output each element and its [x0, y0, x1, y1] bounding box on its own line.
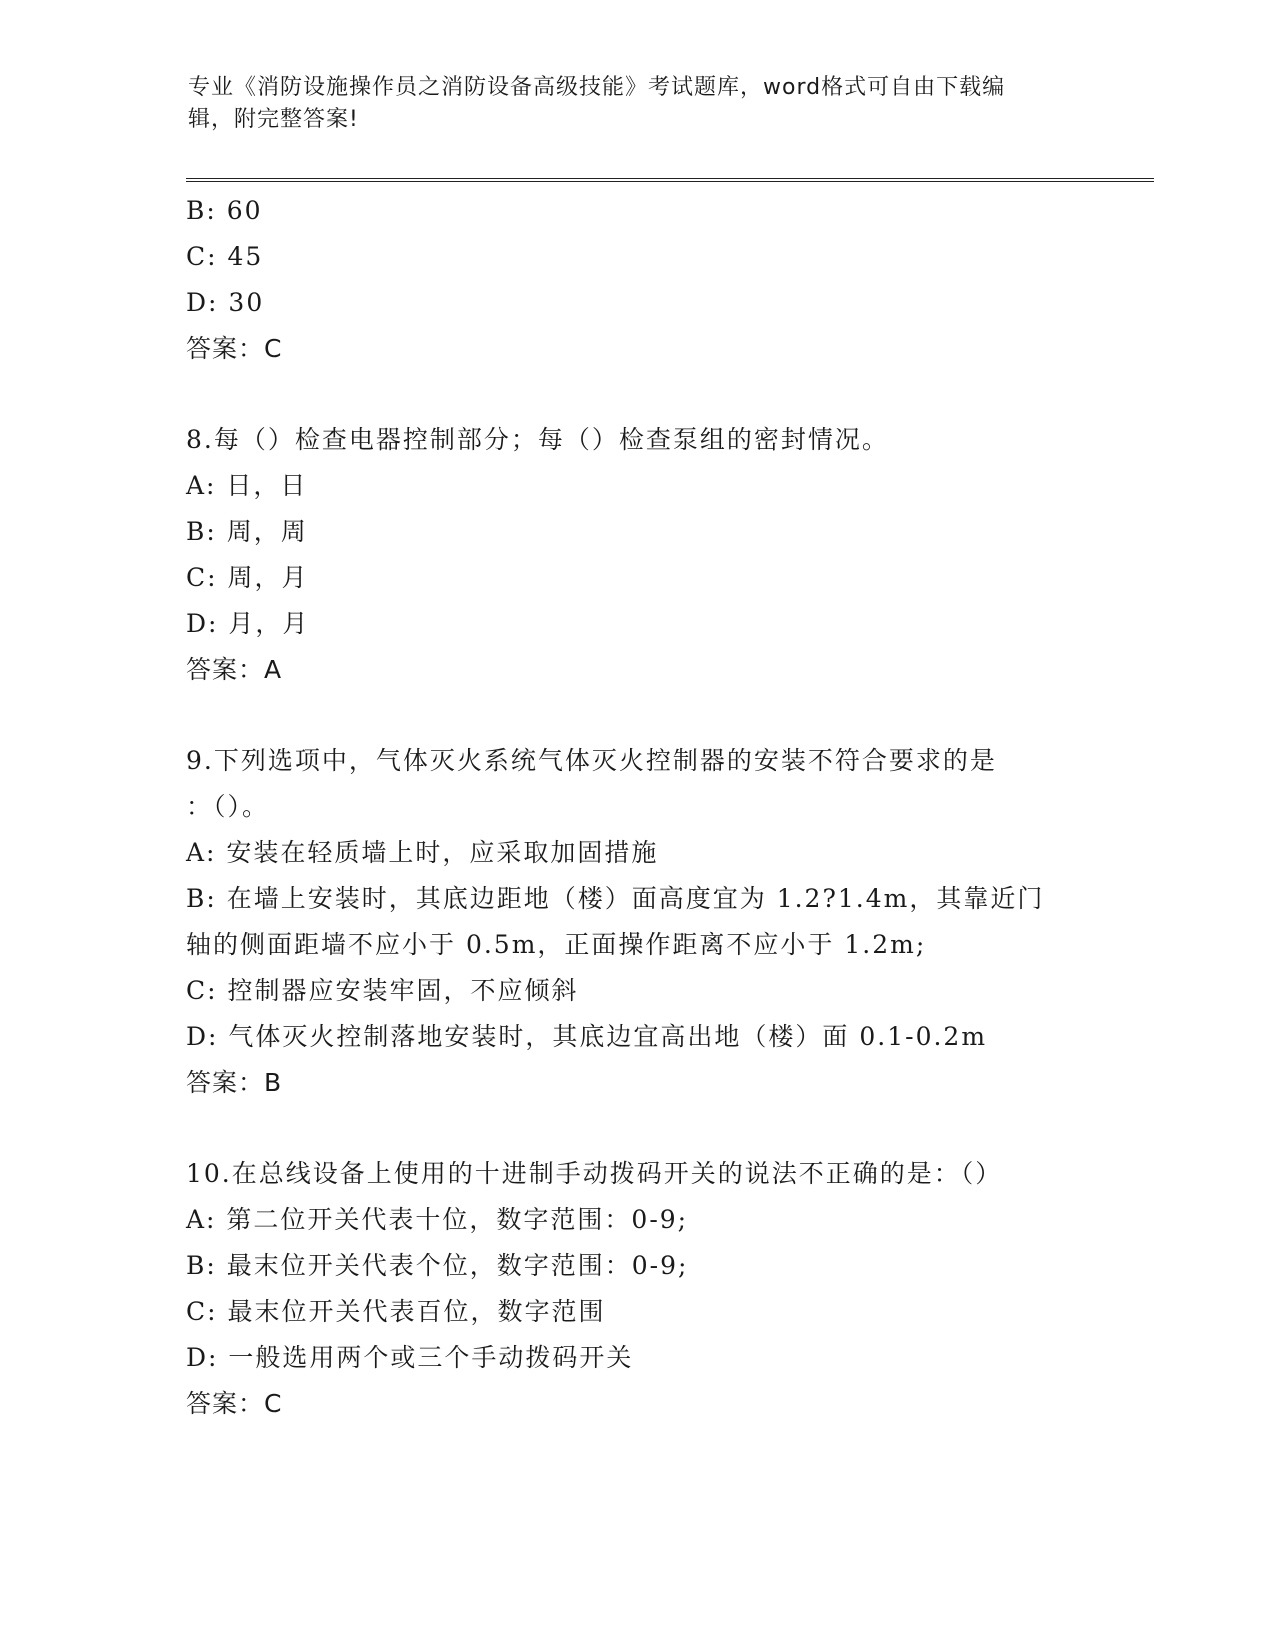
option-a: A: 安装在轻质墙上时，应采取加固措施 — [186, 838, 659, 867]
spacer — [186, 693, 1086, 738]
previous-question-tail — [186, 188, 1086, 372]
header-line-1: 专业《消防设施操作员之消防设备高级技能》考试题库，word格式可自由下载编 — [188, 75, 1006, 100]
option-c: C: 周，月 — [186, 563, 309, 592]
document-header — [188, 72, 1088, 136]
option-c: C: 45 — [186, 242, 264, 271]
option-c: C: 最末位开关代表百位，数字范围 — [186, 1297, 606, 1326]
option-b-continued: 轴的侧面距墙不应小于 0.5m，正面操作距离不应小于 1.2m; — [186, 930, 927, 959]
spacer — [186, 1106, 1086, 1151]
option-d: D: 一般选用两个或三个手动拨码开关 — [186, 1343, 634, 1372]
question-8 — [186, 417, 1086, 693]
question-10 — [186, 1151, 1086, 1427]
option-b: B: 60 — [186, 196, 263, 225]
answer-line: 答案：C — [186, 1389, 283, 1418]
option-d: D: 月，月 — [186, 609, 310, 638]
question-stem-continued: ：（）。 — [186, 792, 270, 821]
option-d: D: 30 — [186, 288, 265, 317]
answer-line: 答案：B — [186, 1068, 283, 1097]
question-stem: 10.在总线设备上使用的十进制手动拨码开关的说法不正确的是：（） — [186, 1159, 1003, 1188]
option-b: B: 在墙上安装时，其底边距地（楼）面高度宜为 1.2?1.4m，其靠近门 — [186, 884, 1045, 913]
document-body — [186, 188, 1086, 1427]
answer-line: 答案：A — [186, 655, 283, 684]
header-divider — [186, 178, 1154, 182]
option-b: B: 周，周 — [186, 517, 308, 546]
question-stem: 9.下列选项中，气体灭火系统气体灭火控制器的安装不符合要求的是 — [186, 746, 997, 775]
answer-line: 答案：C — [186, 334, 283, 363]
question-9 — [186, 738, 1086, 1106]
option-c: C: 控制器应安装牢固，不应倾斜 — [186, 976, 579, 1005]
question-stem: 8.每（）检查电器控制部分；每（）检查泵组的密封情况。 — [186, 425, 889, 454]
option-a: A: 第二位开关代表十位，数字范围：0-9; — [186, 1205, 689, 1234]
option-a: A: 日，日 — [186, 471, 308, 500]
header-line-2: 辑，附完整答案! — [188, 107, 359, 132]
spacer — [186, 372, 1086, 417]
option-d: D: 气体灭火控制落地安装时，其底边宜高出地（楼）面 0.1-0.2m — [186, 1022, 988, 1051]
option-b: B: 最末位开关代表个位，数字范围：0-9; — [186, 1251, 689, 1280]
